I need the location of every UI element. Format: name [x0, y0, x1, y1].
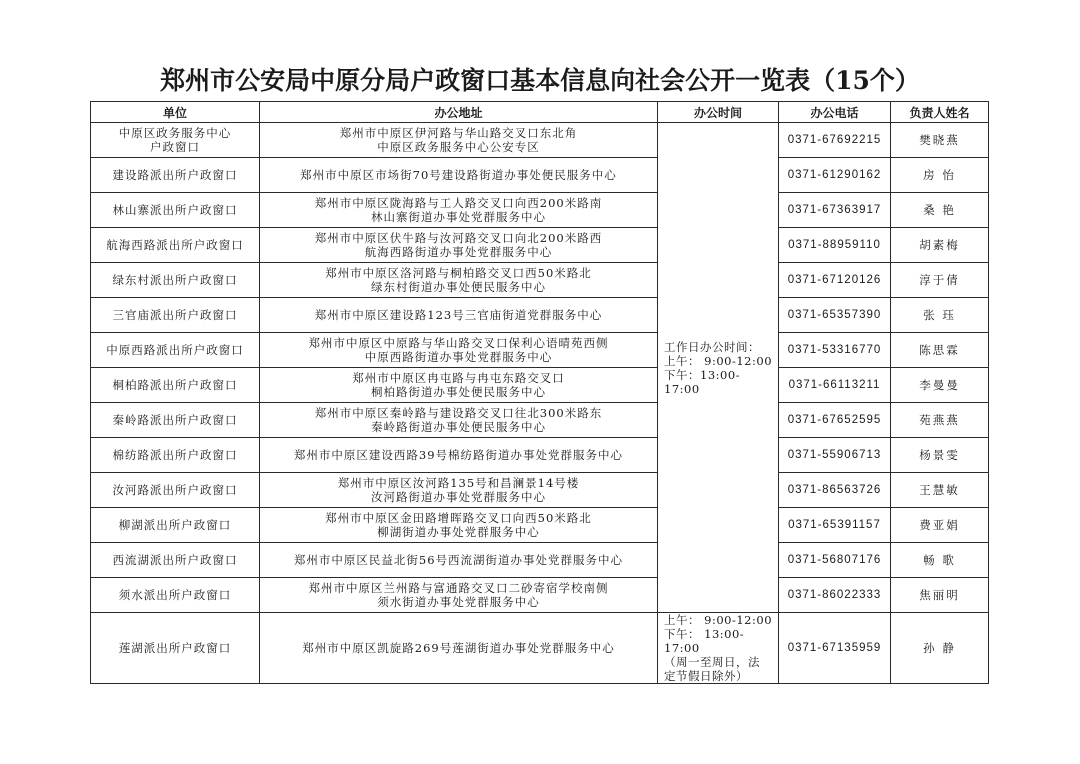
table-row [91, 543, 989, 578]
address-line: 中原西路街道办事处党群服务中心 [364, 350, 553, 364]
cell-address [260, 438, 658, 473]
cell-person-name: 焦丽明 [891, 578, 989, 613]
cell-unit [91, 473, 260, 508]
address-line: 郑州市中原区冉屯路与冉屯东路交叉口 [352, 371, 565, 385]
address-line: 郑州市中原区秦岭路与建设路交叉口往北300米路东 [314, 406, 603, 420]
table-row [91, 403, 989, 438]
unit-line: 柳湖派出所户政窗口 [118, 518, 232, 532]
table-row [91, 368, 989, 403]
header-unit: 单位 [91, 102, 260, 123]
cell-hours-last [658, 613, 779, 684]
hours-line: 下午：13:00-17:00 [664, 367, 741, 396]
address-line: 秦岭路街道办事处便民服务中心 [371, 420, 546, 434]
cell-unit [91, 613, 260, 684]
address-line: 郑州市中原区汝河路135号和昌澜景14号楼 [337, 476, 580, 490]
cell-person-name: 张 珏 [891, 298, 989, 333]
table-row [91, 613, 989, 684]
address-line: 柳湖街道办事处党群服务中心 [377, 525, 540, 539]
unit-line: 建设路派出所户政窗口 [112, 168, 238, 182]
cell-person-name: 淳于倩 [891, 263, 989, 298]
address-line: 须水街道办事处党群服务中心 [377, 595, 540, 609]
unit-line: 须水派出所户政窗口 [118, 588, 232, 602]
cell-phone: 0371-67135959 [779, 613, 891, 684]
address-line: 郑州市中原区金田路增晖路交叉口向西50米路北 [325, 511, 592, 525]
hours-line: （周一至周日，法 [664, 655, 760, 669]
cell-address [260, 368, 658, 403]
cell-unit [91, 543, 260, 578]
cell-unit [91, 333, 260, 368]
cell-address [260, 543, 658, 578]
cell-phone: 0371-53316770 [779, 333, 891, 368]
cell-address [260, 403, 658, 438]
table-row [91, 473, 989, 508]
hours-line: 定节假日除外） [664, 669, 748, 683]
cell-phone: 0371-67120126 [779, 263, 891, 298]
unit-line: 林山寨派出所户政窗口 [112, 203, 238, 217]
header-name: 负责人姓名 [891, 102, 989, 123]
cell-unit [91, 508, 260, 543]
address-line: 郑州市中原区陇海路与工人路交叉口向西200米路南 [314, 196, 603, 210]
hours-line: 上午： 9:00-12:00 [664, 353, 773, 368]
address-line: 郑州市中原区兰州路与富通路交叉口二砂寄宿学校南侧 [308, 581, 609, 595]
cell-phone: 0371-86563726 [779, 473, 891, 508]
unit-line: 三官庙派出所户政窗口 [112, 308, 238, 322]
address-line: 航海西路街道办事处党群服务中心 [364, 245, 553, 259]
hours-line: 上午： 9:00-12:00 [664, 613, 773, 627]
address-line: 桐柏路街道办事处便民服务中心 [371, 385, 546, 399]
address-line: 郑州市中原区伊河路与华山路交叉口东北角 [339, 126, 578, 140]
cell-address [260, 508, 658, 543]
hours-line: 下午： 13:00-17:00 [664, 627, 745, 655]
unit-line: 航海西路派出所户政窗口 [106, 238, 244, 252]
cell-address [260, 613, 658, 684]
table-row [91, 578, 989, 613]
cell-phone: 0371-67692215 [779, 123, 891, 158]
table-row [91, 298, 989, 333]
address-line: 郑州市中原区市场街70号建设路街道办事处便民服务中心 [300, 168, 617, 182]
table-row [91, 228, 989, 263]
unit-line: 中原西路派出所户政窗口 [106, 343, 244, 357]
cell-person-name: 陈思霖 [891, 333, 989, 368]
cell-unit [91, 228, 260, 263]
document-title: 郑州市公安局中原分局户政窗口基本信息向社会公开一览表（15个） [160, 66, 920, 95]
table-body [91, 123, 989, 684]
cell-address [260, 578, 658, 613]
cell-phone: 0371-56807176 [779, 543, 891, 578]
header-hours: 办公时间 [658, 102, 779, 123]
unit-line: 绿东村派出所户政窗口 [112, 273, 238, 287]
cell-address [260, 123, 658, 158]
table-header-row [91, 102, 989, 123]
cell-person-name: 李曼曼 [891, 368, 989, 403]
unit-line: 莲湖派出所户政窗口 [118, 641, 232, 655]
unit-line: 户政窗口 [150, 140, 200, 154]
cell-unit [91, 158, 260, 193]
cell-unit [91, 193, 260, 228]
table-row [91, 333, 989, 368]
cell-person-name: 杨景雯 [891, 438, 989, 473]
cell-address [260, 263, 658, 298]
cell-phone: 0371-65357390 [779, 298, 891, 333]
address-line: 郑州市中原区民益北街56号西流湖街道办事处党群服务中心 [293, 553, 624, 567]
address-line: 郑州市中原区洛河路与桐柏路交叉口西50米路北 [325, 266, 592, 280]
address-line: 中原区政务服务中心公安专区 [377, 140, 540, 154]
cell-person-name: 畅 歌 [891, 543, 989, 578]
unit-line: 棉纺路派出所户政窗口 [112, 448, 238, 462]
address-line: 绿东村街道办事处便民服务中心 [371, 280, 546, 294]
cell-unit [91, 368, 260, 403]
unit-line: 秦岭路派出所户政窗口 [112, 413, 238, 427]
cell-person-name: 胡素梅 [891, 228, 989, 263]
unit-line: 汝河路派出所户政窗口 [112, 483, 238, 497]
cell-address [260, 333, 658, 368]
table-row [91, 438, 989, 473]
cell-phone: 0371-86022333 [779, 578, 891, 613]
address-line: 郑州市中原区凯旋路269号莲湖街道办事处党群服务中心 [302, 641, 615, 655]
cell-person-name: 苑燕燕 [891, 403, 989, 438]
cell-unit [91, 123, 260, 158]
cell-unit [91, 263, 260, 298]
cell-address [260, 193, 658, 228]
hours-line: 工作日办公时间： [664, 339, 760, 354]
cell-phone: 0371-67363917 [779, 193, 891, 228]
cell-phone: 0371-55906713 [779, 438, 891, 473]
address-line: 林山寨街道办事处党群服务中心 [371, 210, 546, 224]
table-row [91, 263, 989, 298]
cell-phone: 0371-67652595 [779, 403, 891, 438]
cell-phone: 0371-61290162 [779, 158, 891, 193]
cell-person-name: 费亚娟 [891, 508, 989, 543]
cell-address [260, 228, 658, 263]
cell-address [260, 298, 658, 333]
cell-phone: 0371-66113211 [779, 368, 891, 403]
table-row [91, 158, 989, 193]
address-line: 郑州市中原区伏牛路与汝河路交叉口向北200米路西 [314, 231, 603, 245]
address-line: 郑州市中原区中原路与华山路交叉口保利心语晴苑西侧 [308, 336, 609, 350]
cell-person-name: 房 怡 [891, 158, 989, 193]
unit-line: 桐柏路派出所户政窗口 [112, 378, 238, 392]
info-table [90, 101, 989, 684]
cell-unit [91, 403, 260, 438]
cell-unit [91, 298, 260, 333]
cell-hours-shared [658, 123, 779, 613]
cell-unit [91, 438, 260, 473]
cell-phone: 0371-65391157 [779, 508, 891, 543]
table-row [91, 508, 989, 543]
table-row [91, 193, 989, 228]
cell-person-name: 桑 艳 [891, 193, 989, 228]
cell-unit [91, 578, 260, 613]
cell-person-name: 孙 静 [891, 613, 989, 684]
cell-address [260, 158, 658, 193]
address-line: 汝河路街道办事处党群服务中心 [371, 490, 546, 504]
table-row [91, 123, 989, 158]
unit-line: 西流湖派出所户政窗口 [112, 553, 238, 567]
cell-phone: 0371-88959110 [779, 228, 891, 263]
cell-person-name: 樊晓燕 [891, 123, 989, 158]
cell-person-name: 王慧敏 [891, 473, 989, 508]
header-address: 办公地址 [260, 102, 658, 123]
address-line: 郑州市中原区建设路123号三官庙街道党群服务中心 [314, 308, 603, 322]
cell-address [260, 473, 658, 508]
unit-line: 中原区政务服务中心 [118, 126, 232, 140]
address-line: 郑州市中原区建设西路39号棉纺路街道办事处党群服务中心 [293, 448, 624, 462]
header-phone: 办公电话 [779, 102, 891, 123]
